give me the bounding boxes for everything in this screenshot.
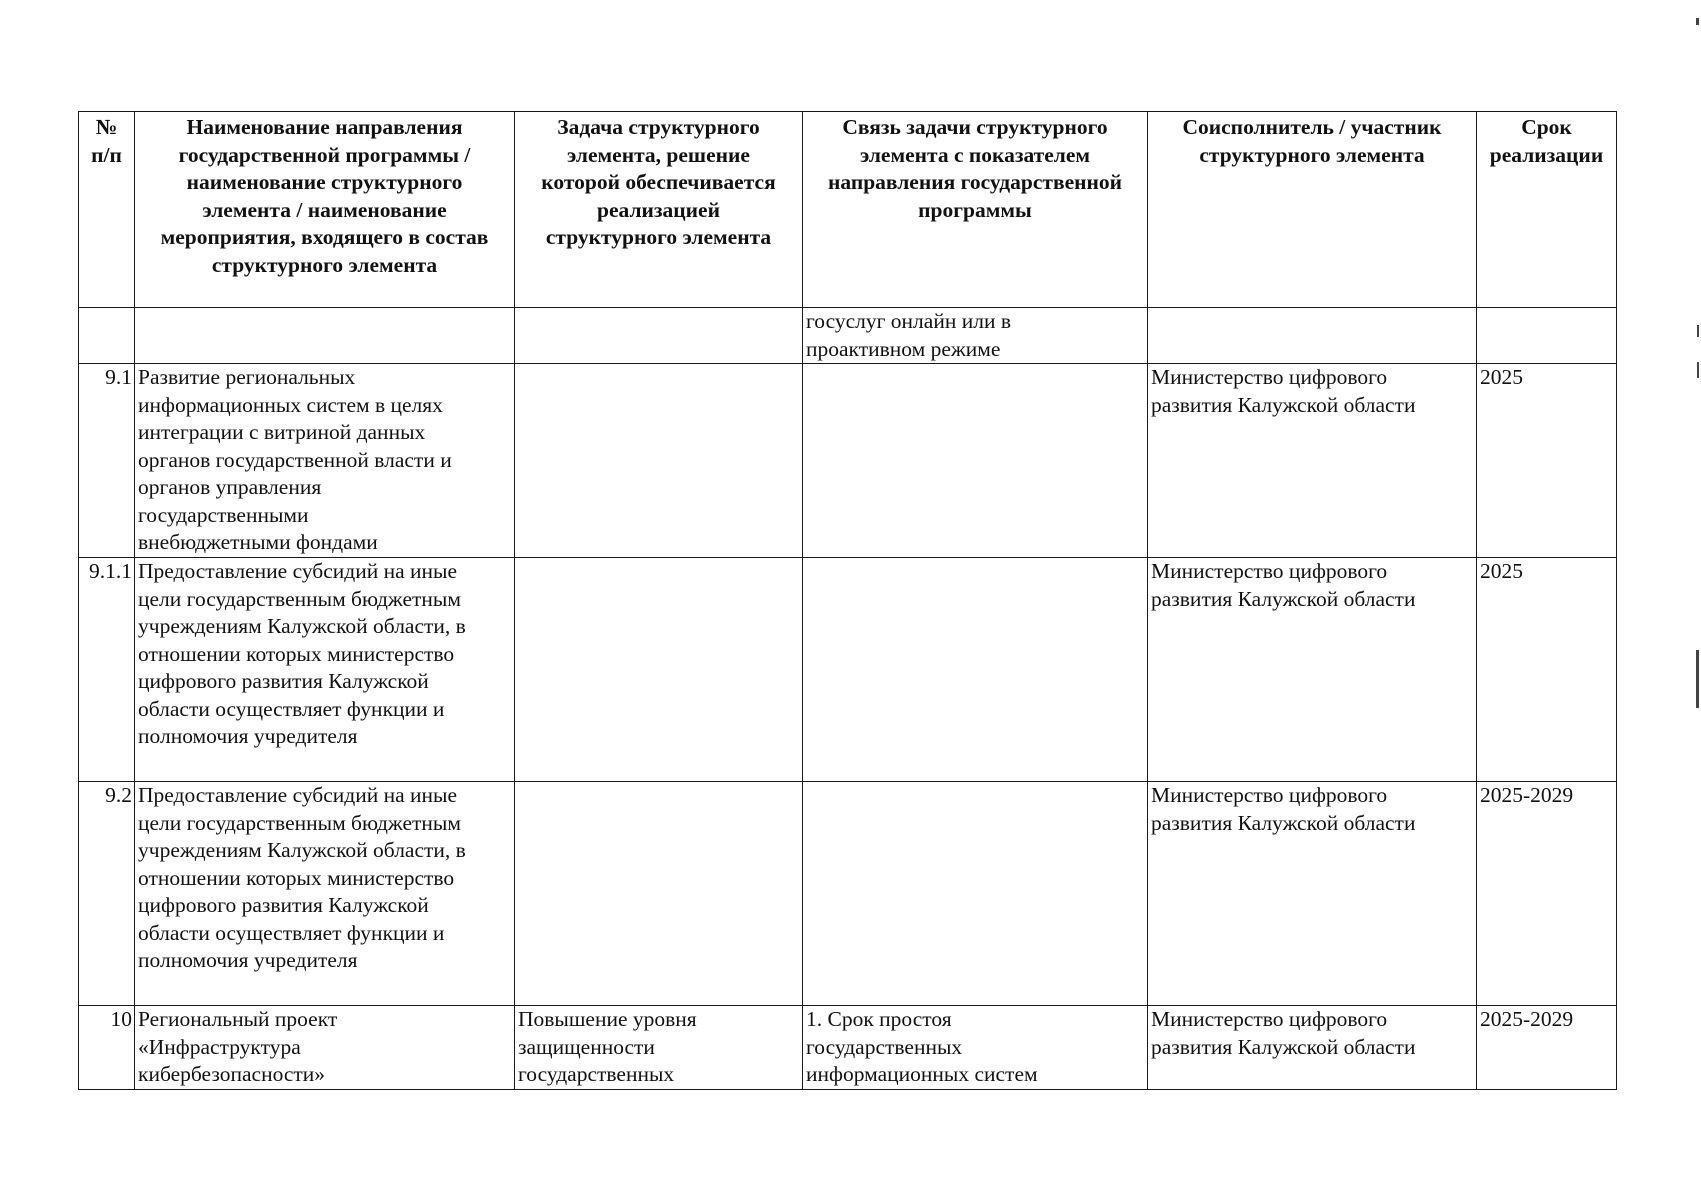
table-row bbox=[79, 782, 1617, 1006]
header-number: № п/п bbox=[79, 112, 135, 308]
row-number bbox=[79, 308, 135, 364]
row-executor bbox=[1148, 308, 1477, 364]
header-executor: Соисполнитель / участник структурного элемента bbox=[1148, 112, 1477, 308]
scan-mark bbox=[1697, 325, 1699, 337]
scan-mark bbox=[1696, 650, 1699, 708]
row-name: Предоставление субсидий на иные цели государственным бюджетным учреждениям Калужской области, в отношении которых министерство цифрового развития Калужской области осуществляет функции и полномочия учредителя bbox=[135, 558, 515, 782]
row-executor: Министерство цифрового развития Калужской области bbox=[1148, 782, 1477, 1006]
table-row bbox=[79, 558, 1617, 782]
header-name: Наименование направления государственной программы / наименование структурного элемента / наименование мероприятия, входящего в состав структурного элемента bbox=[135, 112, 515, 308]
row-number: 9.2 bbox=[79, 782, 135, 1006]
row-name: Развитие региональных информационных систем в целях интеграции с витриной данных органов государственной власти и органов управления государственными внебюджетными фондами bbox=[135, 364, 515, 558]
row-indicator-link bbox=[803, 782, 1148, 1006]
row-number: 9.1 bbox=[79, 364, 135, 558]
scan-mark bbox=[1696, 18, 1699, 25]
table-row bbox=[79, 364, 1617, 558]
row-name: Региональный проект «Инфраструктура кибербезопасности» bbox=[135, 1006, 515, 1090]
row-term: 2025-2029 bbox=[1477, 782, 1617, 1006]
row-term bbox=[1477, 308, 1617, 364]
header-task: Задача структурного элемента, решение которой обеспечивается реализацией структурного элемента bbox=[515, 112, 803, 308]
row-name: Предоставление субсидий на иные цели государственным бюджетным учреждениям Калужской области, в отношении которых министерство цифрового развития Калужской области осуществляет функции и полномочия учредителя bbox=[135, 782, 515, 1006]
row-executor: Министерство цифрового развития Калужской области bbox=[1148, 1006, 1477, 1090]
row-task bbox=[515, 364, 803, 558]
row-term: 2025-2029 bbox=[1477, 1006, 1617, 1090]
row-term: 2025 bbox=[1477, 364, 1617, 558]
table-row bbox=[79, 308, 1617, 364]
header-row bbox=[79, 112, 1617, 308]
row-executor: Министерство цифрового развития Калужской области bbox=[1148, 558, 1477, 782]
scan-mark bbox=[1697, 362, 1699, 378]
structural-elements-table bbox=[78, 111, 1617, 1090]
row-task: Повышение уровня защищенности государственных bbox=[515, 1006, 803, 1090]
header-term: Срок реализации bbox=[1477, 112, 1617, 308]
row-indicator-link: госуслуг онлайн или в проактивном режиме bbox=[803, 308, 1148, 364]
row-number: 9.1.1 bbox=[79, 558, 135, 782]
row-indicator-link bbox=[803, 364, 1148, 558]
row-name bbox=[135, 308, 515, 364]
scan-edge-marks bbox=[1693, 0, 1701, 1200]
row-indicator-link: 1. Срок простоя государственных информационных систем bbox=[803, 1006, 1148, 1090]
header-indicator-link: Связь задачи структурного элемента с показателем направления государственной программы bbox=[803, 112, 1148, 308]
row-executor: Министерство цифрового развития Калужской области bbox=[1148, 364, 1477, 558]
table-row bbox=[79, 1006, 1617, 1090]
row-task bbox=[515, 558, 803, 782]
row-indicator-link bbox=[803, 558, 1148, 782]
row-number: 10 bbox=[79, 1006, 135, 1090]
row-task bbox=[515, 782, 803, 1006]
row-term: 2025 bbox=[1477, 558, 1617, 782]
row-task bbox=[515, 308, 803, 364]
